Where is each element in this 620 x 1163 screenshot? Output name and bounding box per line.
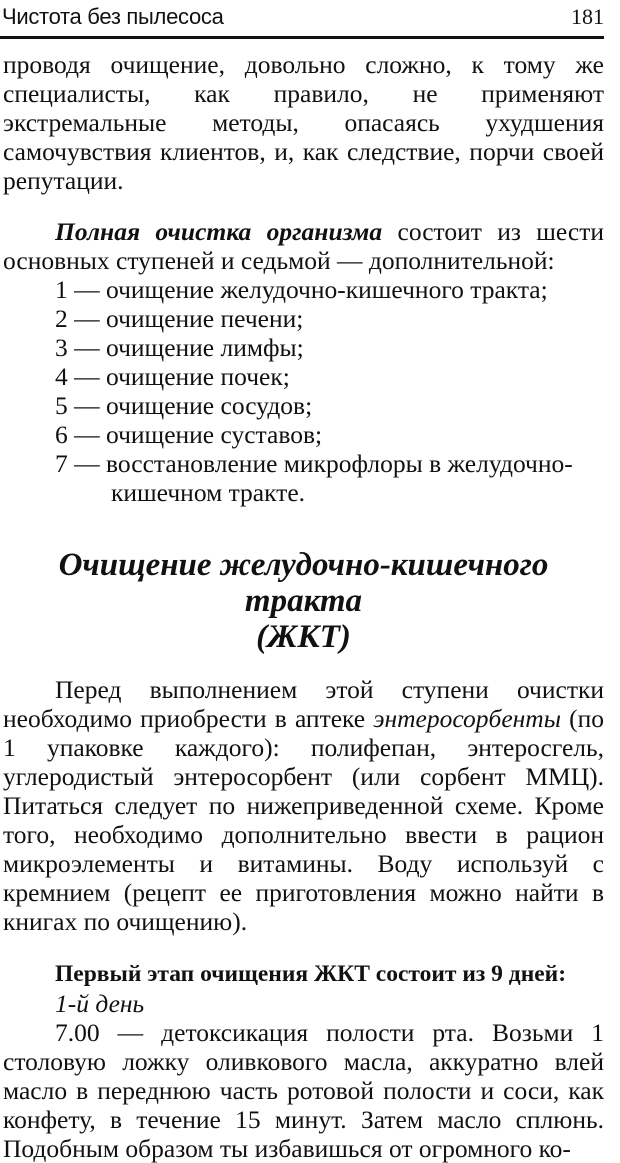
page-body [3, 50, 604, 1163]
paragraph-1: проводя очищение, довольно сложно, к тому же специалисты, как правило, не применяют экстремальные методы, опасаясь ухудшения самочувствия клиентов, и, как следствие, порчи своей репутации. [3, 50, 604, 195]
italic-term: энтеросорбенты [373, 704, 561, 733]
paragraph-2 [3, 217, 604, 275]
section-heading [3, 547, 604, 655]
bold-italic-term: Полная очистка организма [55, 217, 383, 246]
list-item: 1 — очищение желудочно-кишечного тракта; [55, 275, 548, 304]
cleansing-steps-list [3, 275, 604, 507]
subheading: Первый этап очищения ЖКТ состоит из 9 дней: [55, 961, 567, 987]
paragraph-3 [3, 675, 604, 936]
header-rule [0, 36, 604, 39]
running-title: Чистота без пылесоса [2, 4, 224, 29]
section-heading-line-1: Очищение желудочно-кишечного тракта [58, 547, 549, 619]
list-item: 5 — очищение сосудов; [55, 391, 313, 420]
list-item: 3 — очищение лимфы; [55, 333, 304, 362]
paragraph-2-text: состоит из шести основных ступеней и седьмой — дополнительной: [3, 217, 604, 275]
list-item: 2 — очищение печени; [55, 304, 304, 333]
page-header [0, 4, 604, 36]
section-heading-line-2: (ЖКТ) [256, 619, 351, 655]
list-item: 6 — очищение суставов; [55, 420, 323, 449]
paragraph-3-start: Перед выполнением этой ступени очистки необходимо приобрести в аптеке [3, 675, 604, 733]
list-item: 4 — очищение почек; [55, 362, 290, 391]
paragraph-3-end: (по 1 упаковке каждого): полифепан, энтеросгель, углеродистый энтеросорбент (или сорбент ММЦ). Питаться следует по нижеприведенной схеме. Кроме того, необходимо дополнительно ввести в рацион микроэлементы и витамины. Воду используй с кремнием (рецепт ее приготовления можно найти в книгах по очищению). [3, 704, 604, 936]
day-heading: 1-й день [55, 989, 145, 1018]
list-item: 7 — восстановление микрофлоры в желудочно- [55, 449, 573, 478]
paragraph-4: 7.00 — детоксикация полости рта. Возьми 1 столовую ложку оливкового масла, аккуратно влей масло в переднюю часть ротовой полости и соси, как конфету, в течение 15 минут. Затем масло сплюнь. Подобным образом ты избавишься от огромного ко- [3, 1018, 604, 1163]
page-number: 181 [571, 4, 604, 29]
list-item-continuation: кишечном тракте. [111, 478, 306, 507]
